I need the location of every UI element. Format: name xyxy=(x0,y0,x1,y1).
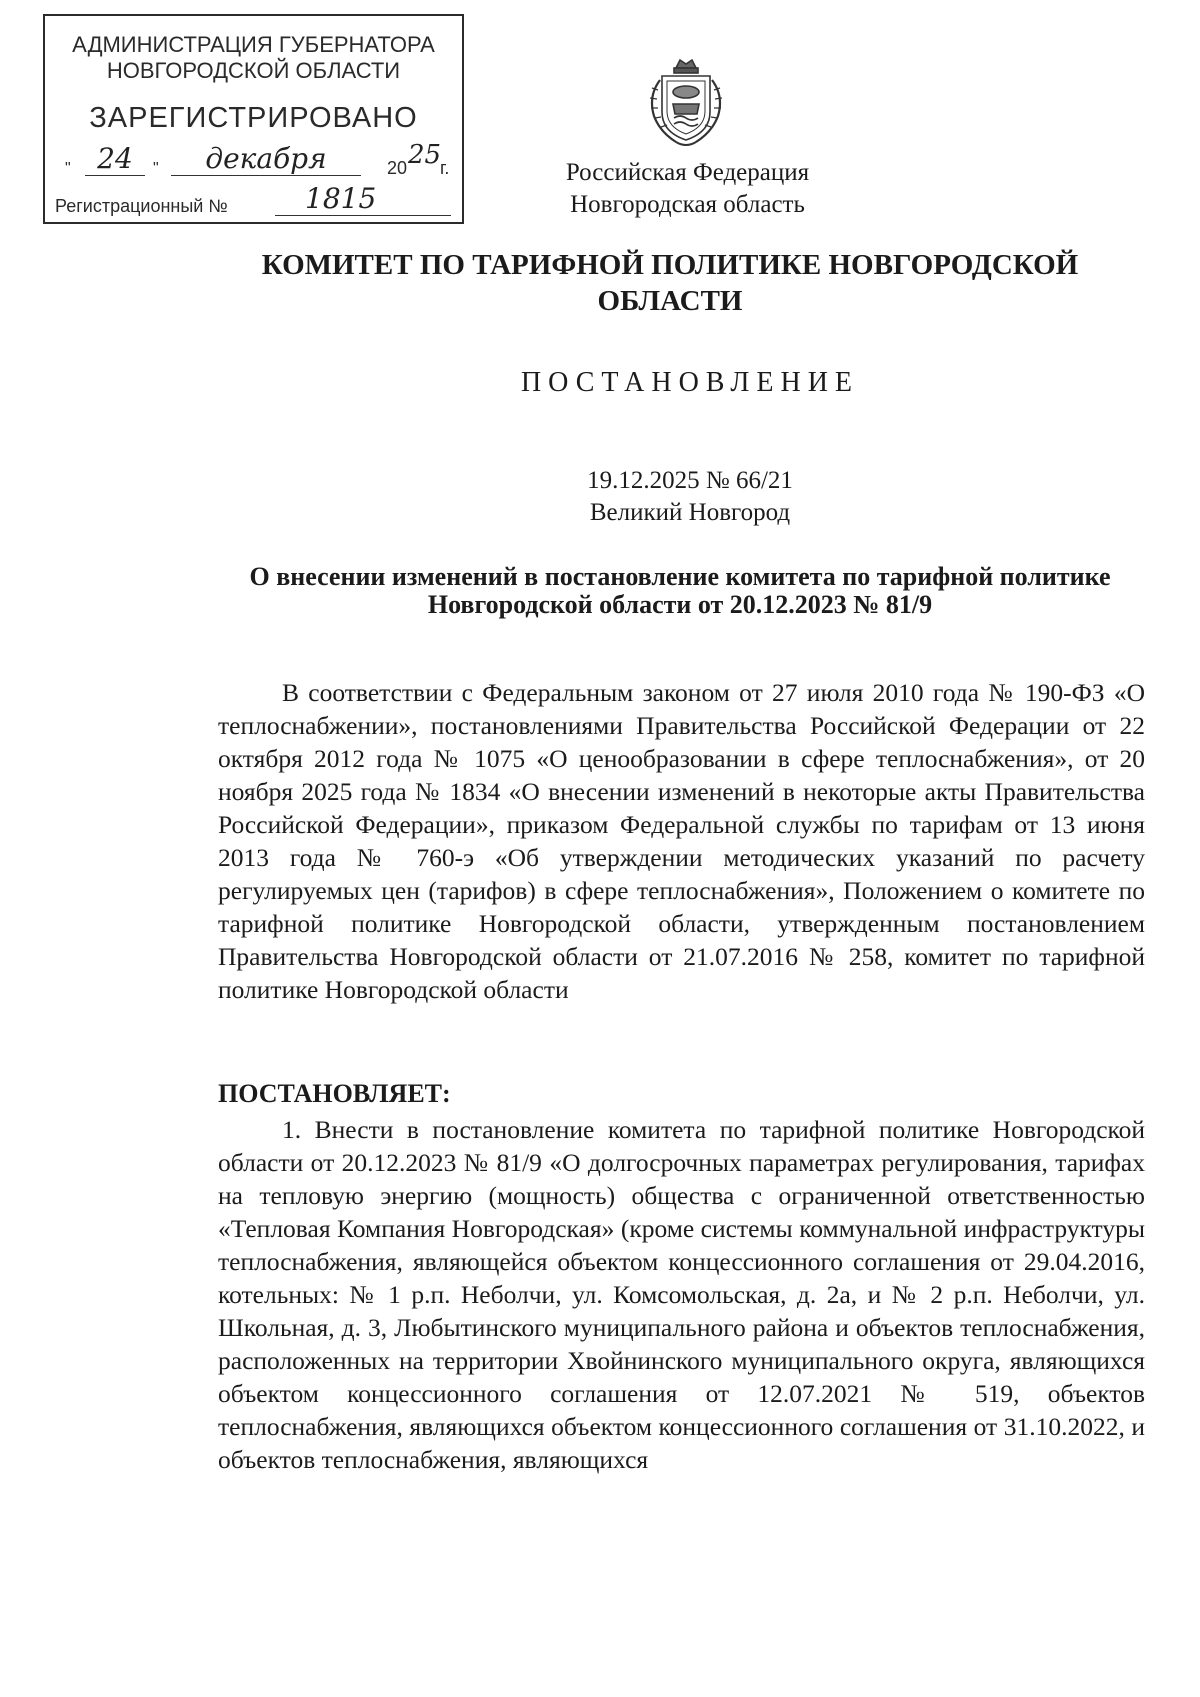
subject-line2: Новгородской области от 20.12.2023 № 81/9 xyxy=(427,590,933,619)
preamble-paragraph xyxy=(218,676,1145,1006)
preamble-text: В соответствии с Федеральным законом от 27 июля 2010 года № 190-ФЗ «О теплоснабжении», постановлениями Правительства Российской Федерации от 22 октября 2012 года № 1075 «О ценообразовании в сфере теплоснабжения», от 20 ноября 2025 года № 1834 «О внесении изменений в некоторые акты Правительства Российской Федерации», приказом Федеральной службы по тарифам от 13 июня 2013 года № 760-э «Об утверждении методических указаний по расчету регулируемых цен (тарифов) в сфере теплоснабжения», Положением о комитете по тарифной политике Новгородской области, утвержденным постановлением Правительства Новгородской области от 21.07.2016 № 258, комитет по тарифной политике Новгородской области xyxy=(218,678,1145,1004)
stamp-quote-open: " xyxy=(65,160,71,177)
stamp-day: 24 xyxy=(85,142,145,176)
item1-paragraph xyxy=(218,1113,1145,1476)
stamp-quote-close: " xyxy=(153,160,159,177)
stamp-month: декабря xyxy=(171,142,361,176)
committee-title xyxy=(250,247,1090,319)
document-type: ПОСТАНОВЛЕНИЕ xyxy=(520,367,860,398)
city: Великий Новгород xyxy=(589,499,791,526)
stamp-year-prefix: 20 xyxy=(387,158,408,178)
committee-title-line2: ОБЛАСТИ xyxy=(597,285,743,317)
document-subject xyxy=(215,563,1145,619)
stamp-reg-label: Регистрационный № xyxy=(55,196,228,216)
region-name: Новгородская область xyxy=(570,191,805,218)
stamp-year: 25 xyxy=(408,140,442,170)
stamp-year-unit: г. xyxy=(440,158,450,178)
stamp-org-line2: НОВГОРОДСКОЙ ОБЛАСТИ xyxy=(106,58,401,83)
stamp-org-line1: АДМИНИСТРАЦИЯ ГУБЕРНАТОРА xyxy=(72,32,435,57)
registration-stamp xyxy=(43,14,464,224)
country-name: Российская Федерация xyxy=(565,159,810,186)
stamp-date xyxy=(61,140,450,182)
coat-of-arms-icon xyxy=(640,54,732,150)
date-and-number: 19.12.2025 № 66/21 xyxy=(587,467,793,494)
item1-text: 1. Внести в постановление комитета по тарифной политике Новгородской области от 20.12.2023 № 81/9 «О долгосрочных параметрах регулирования, тарифах на тепловую энергию (мощность) общества с ограниченной ответственностью «Тепловая Компания Новгородская» (кроме системы коммунальной инфраструктуры теплоснабжения, являющейся объектом концессионного соглашения от 29.04.2016, котельных: № 1 р.п. Неболчи, ул. Комсомольская, д. 2а, и № 2 р.п. Неболчи, ул. Школьная, д. 3, Любытинского муниципального района и объектов теплоснабжения, расположенных на территории Хвойнинского муниципального округа, являющихся объектом концессионного соглашения от 12.07.2021 № 519, объектов теплоснабжения, являющихся объектом концессионного соглашения от 31.10.2022, и объектов теплоснабжения, являющихся xyxy=(218,1115,1145,1474)
committee-title-line1: КОМИТЕТ ПО ТАРИФНОЙ ПОЛИТИКЕ НОВГОРОДСКОЙ xyxy=(261,249,1079,281)
document-date-number xyxy=(560,465,820,529)
stamp-title: ЗАРЕГИСТРИРОВАНО xyxy=(89,102,418,134)
resolves-heading: ПОСТАНОВЛЯЕТ: xyxy=(218,1079,451,1108)
federation-header xyxy=(545,157,830,221)
stamp-reg-number: 1815 xyxy=(275,182,451,216)
subject-line1: О внесении изменений в постановление комитета по тарифной политике xyxy=(249,562,1111,591)
